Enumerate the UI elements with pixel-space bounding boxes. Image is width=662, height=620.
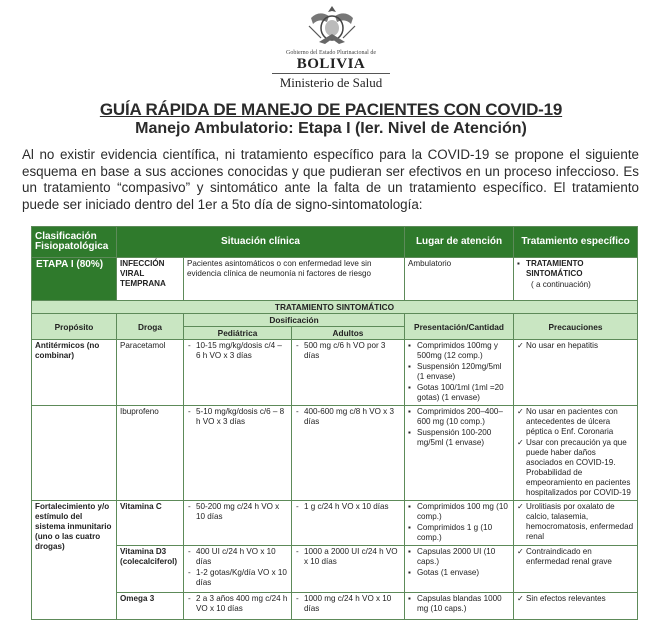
pediatrica-cell bbox=[184, 406, 292, 501]
precaution-item: ✓ No usar en pacientes con antecedentes de úlcera péptica o Enf. Coronaria bbox=[517, 407, 634, 437]
header-lugar: Lugar de atención bbox=[405, 227, 514, 258]
precauciones-cell bbox=[514, 406, 638, 501]
table-row bbox=[32, 546, 638, 593]
etapa-row bbox=[32, 258, 638, 301]
droga-cell: Vitamina D3 (colecalciferol) bbox=[117, 546, 184, 593]
dose-item: - 1 g c/24 h VO x 10 días bbox=[295, 502, 401, 512]
adultos-cell bbox=[292, 593, 405, 620]
table-row bbox=[32, 406, 638, 501]
subheader-pediatrica: Pediátrica bbox=[184, 327, 292, 340]
dose-item: - 10-15 mg/kg/dosis c/4 – 6 h VO x 3 días bbox=[187, 341, 288, 361]
etapa-continuacion: ( a continuación) bbox=[531, 280, 591, 289]
subheader-presentacion: Presentación/Cantidad bbox=[405, 314, 514, 340]
etapa-infeccion: INFECCIÓN VIRAL TEMPRANA bbox=[117, 258, 184, 301]
dose-item: - 2 a 3 años 400 mg c/24 h VO x 10 días bbox=[187, 594, 288, 614]
presentacion-cell bbox=[405, 546, 514, 593]
subheader-precauciones: Precauciones bbox=[514, 314, 638, 340]
droga-cell: Vitamina C bbox=[117, 501, 184, 546]
pediatrica-cell bbox=[184, 340, 292, 406]
dose-item: - 5-10 mg/kg/dosis c/6 – 8 h VO x 3 días bbox=[187, 407, 288, 427]
subheader-adultos: Adultos bbox=[292, 327, 405, 340]
proposito-cell: Fortalecimiento y/o estímulo del sistema inmunitario (uno o las cuatro drogas) bbox=[32, 501, 117, 620]
adultos-cell bbox=[292, 406, 405, 501]
droga-cell: Paracetamol bbox=[117, 340, 184, 406]
presentation-item: ▪ Comprimidos 100mg y 500mg (12 comp.) bbox=[408, 341, 510, 361]
subheader-dosificacion: Dosificación bbox=[184, 314, 405, 327]
adultos-cell bbox=[292, 501, 405, 546]
etapa-tratamiento-text: ▪ TRATAMIENTO SINTOMÁTICO bbox=[517, 259, 634, 279]
presentacion-cell bbox=[405, 340, 514, 406]
presentation-item: ▪ Gotas (1 envase) bbox=[408, 568, 510, 578]
subheader-row-1 bbox=[32, 314, 638, 327]
presentation-item: ▪ Gotas 100/1ml (1ml =20 gotas) (1 envase) bbox=[408, 383, 510, 403]
precaution-item: ✓ Usar con precaución ya que puede haber daños asociados en COVID-19. Probabilidad de empeoramiento en pacientes hospitalizados por COVID-19 bbox=[517, 438, 634, 498]
precauciones-cell bbox=[514, 501, 638, 546]
proposito-cell bbox=[32, 406, 117, 501]
presentation-item: ▪ Suspensión 100-200 mg/5ml (1 envase) bbox=[408, 428, 510, 448]
etapa-label: ETAPA I (80%) bbox=[32, 258, 117, 301]
dose-item: - 400 UI c/24 h VO x 10 días bbox=[187, 547, 288, 567]
table-row bbox=[32, 593, 638, 620]
document-title: GUÍA RÁPIDA DE MANEJO DE PACIENTES CON COVID-19 bbox=[99, 100, 563, 119]
presentacion-cell bbox=[405, 593, 514, 620]
document-header bbox=[0, 0, 662, 95]
precauciones-cell bbox=[514, 593, 638, 620]
precaution-item: ✓ No usar en hepatitis bbox=[517, 341, 634, 351]
dose-item: - 1000 mg c/24 h VO x 10 días bbox=[295, 594, 401, 614]
sintomatico-band-row bbox=[32, 301, 638, 314]
presentation-item: ▪ Comprimidos 200–400–600 mg (10 comp.) bbox=[408, 407, 510, 427]
dose-item: - 500 mg c/6 h VO por 3 días bbox=[295, 341, 401, 361]
pediatrica-cell bbox=[184, 501, 292, 546]
intro-paragraph: Al no existir evidencia científica, ni tratamiento específico para la COVID-19 se propone el siguiente esquema en base a sus acciones conocidas y que pudieran ser efectivos en un proceso infeccioso. Es un tratamiento “compasivo” y sintomático ante la falta de un tratamiento específico. El tratamiento puede ser iniciado dentro del 1er a 5to día de signo-sintomatología: bbox=[22, 147, 639, 212]
precaution-item: ✓ Contraindicado en enfermedad renal grave bbox=[517, 547, 634, 567]
pediatrica-cell bbox=[184, 546, 292, 593]
government-line: Gobierno del Estado Plurinacional de bbox=[286, 50, 376, 56]
presentation-item: ▪ Capsulas 2000 UI (10 caps.) bbox=[408, 547, 510, 567]
treatment-table bbox=[31, 226, 638, 620]
subheader-droga: Droga bbox=[117, 314, 184, 340]
table-row bbox=[32, 501, 638, 546]
pediatrica-cell bbox=[184, 593, 292, 620]
sintomatico-band: TRATAMIENTO SINTOMÁTICO bbox=[32, 301, 638, 314]
bolivia-coat-of-arms-icon bbox=[305, 4, 359, 48]
adultos-cell bbox=[292, 546, 405, 593]
precauciones-cell bbox=[514, 546, 638, 593]
etapa-situacion: Pacientes asintomáticos o con enfermedad leve sin evidencia clínica de neumonía ni factores de riesgo bbox=[184, 258, 405, 301]
header-situacion: Situación clínica bbox=[117, 227, 405, 258]
presentacion-cell bbox=[405, 406, 514, 501]
dose-item: - 400-600 mg c/8 h VO x 3 días bbox=[295, 407, 401, 427]
dose-item: - 1-2 gotas/Kg/día VO x 10 días bbox=[187, 568, 288, 588]
droga-cell: Ibuprofeno bbox=[117, 406, 184, 501]
presentation-item: ▪ Capsulas blandas 1000 mg (10 caps.) bbox=[408, 594, 510, 614]
precaution-item: ✓ Sin efectos relevantes bbox=[517, 594, 634, 604]
header-divider bbox=[272, 73, 390, 74]
presentation-item: ▪ Comprimidos 100 mg (10 comp.) bbox=[408, 502, 510, 522]
dose-item: - 50-200 mg c/24 h VO x 10 días bbox=[187, 502, 288, 522]
table-row bbox=[32, 340, 638, 406]
table-header-row bbox=[32, 227, 638, 258]
subheader-proposito: Propósito bbox=[32, 314, 117, 340]
country-name: BOLIVIA bbox=[296, 56, 366, 72]
etapa-lugar: Ambulatorio bbox=[405, 258, 514, 301]
proposito-cell: Antitérmicos (no combinar) bbox=[32, 340, 117, 406]
precaution-item: ✓ Urolitiasis por oxalato de calcio, talasemia, hemocromatosis, enfermedad renal bbox=[517, 502, 634, 542]
droga-cell: Omega 3 bbox=[117, 593, 184, 620]
header-tratamiento: Tratamiento específico bbox=[514, 227, 638, 258]
header-clasificacion: Clasificación Fisiopatológica bbox=[32, 227, 117, 258]
adultos-cell bbox=[292, 340, 405, 406]
document-subtitle: Manejo Ambulatorio: Etapa I (Ier. Nivel de Atención) bbox=[135, 120, 527, 137]
etapa-tratamiento bbox=[514, 258, 638, 301]
presentation-item: ▪ Comprimidos 1 g (10 comp.) bbox=[408, 523, 510, 543]
ministry-name: Ministerio de Salud bbox=[279, 75, 383, 90]
presentacion-cell bbox=[405, 501, 514, 546]
precauciones-cell bbox=[514, 340, 638, 406]
dose-item: - 1000 a 2000 UI c/24 h VO x 10 días bbox=[295, 547, 401, 567]
presentation-item: ▪ Suspensión 120mg/5ml (1 envase) bbox=[408, 362, 510, 382]
